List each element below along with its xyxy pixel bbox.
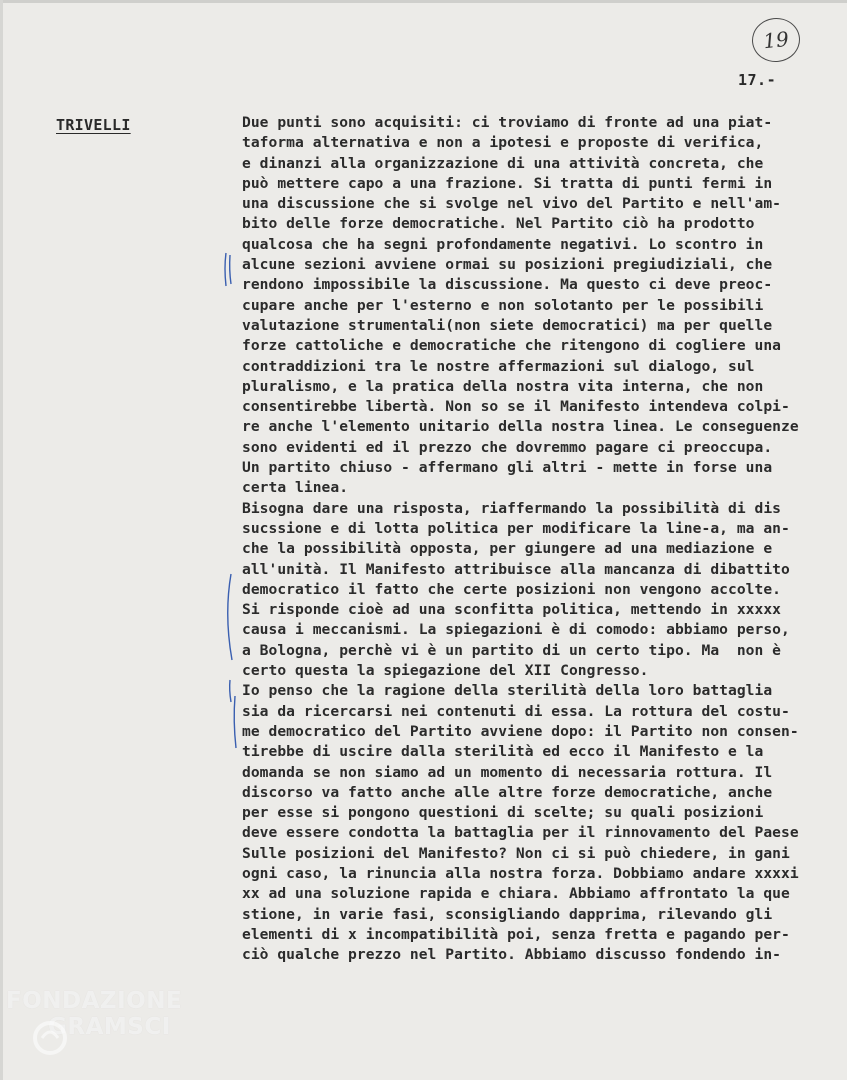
text-line: ogni caso, la rinuncia alla nostra forza. Dobbiamo andare xxxxi	[242, 864, 799, 882]
text-line: bito delle forze democratiche. Nel Partito ciò ha prodotto	[242, 215, 755, 233]
text-line: forze cattoliche e democratiche che ritengono di cogliere una	[242, 337, 782, 355]
text-line: cupare anche per l'esterno e non solotanto per le possibili	[242, 296, 764, 314]
text-line: rendono impossibile la discussione. Ma questo ci deve preoc-	[242, 276, 773, 294]
text-line: sono evidenti ed il prezzo che dovremmo pagare ci preoccupa.	[242, 438, 773, 456]
text-line: discorso va fatto anche alle altre forze democratiche, anche	[242, 783, 773, 801]
text-line: taforma alternativa e non a ipotesi e proposte di verifica,	[242, 134, 764, 152]
archive-number-stamp: 19	[750, 16, 802, 65]
text-line: all'unità. Il Manifesto attribuisce alla mancanza di dibattito	[242, 560, 790, 578]
text-line: una discussione che si svolge nel vivo del Partito e nell'am-	[242, 195, 782, 213]
text-line: pluralismo, e la pratica della nostra vita interna, che non	[242, 377, 764, 395]
text-line: consentirebbe libertà. Non so se il Manifesto intendeva colpi-	[242, 398, 790, 416]
text-line: Io penso che la ragione della sterilità della loro battaglia	[242, 682, 773, 700]
text-line: Bisogna dare una risposta, riaffermando la possibilità di dis	[242, 499, 782, 517]
scan-edge-left	[0, 0, 3, 1080]
text-line: elementi di x incompatibilità poi, senza fretta e pagando per-	[242, 925, 790, 943]
text-line: domanda se non siamo ad un momento di necessaria rottura. Il	[242, 763, 773, 781]
text-line: e dinanzi alla organizzazione di una attività concreta, che	[242, 154, 764, 172]
text-line: per esse si pongono questioni di scelte; su quali posizioni	[242, 804, 764, 822]
text-line: Due punti sono acquisiti: ci troviamo di fronte ad una piat-	[242, 114, 773, 131]
text-line: alcune sezioni avviene ormai su posizioni pregiudiziali, che	[242, 256, 773, 274]
text-line: certa linea.	[242, 479, 349, 497]
watermark-line-1: FONDAZIONE	[6, 988, 183, 1014]
text-line: ciò qualche prezzo nel Partito. Abbiamo discusso fondendo in-	[242, 946, 782, 964]
text-line: qualcosa che ha segni profondamente negativi. Lo scontro in	[242, 235, 764, 253]
text-line: Si risponde cioè ad una sconfitta politica, mettendo in xxxxx	[242, 601, 782, 619]
text-line: valutazione strumentali(non siete democratici) ma per quelle	[242, 316, 773, 334]
text-line: sia da ricercarsi nei contenuti di essa. La rottura del costu-	[242, 702, 790, 720]
speech-body	[242, 113, 842, 965]
text-line: Sulle posizioni del Manifesto? Non ci si può chiedere, in gani	[242, 844, 790, 862]
text-line: tirebbe di uscire dalla sterilità ed ecco il Manifesto e la	[242, 743, 764, 761]
text-line: deve essere condotta la battaglia per il rinnovamento del Paese	[242, 824, 799, 842]
watermark-line-2: GRAMSCI	[48, 1014, 171, 1040]
text-line: sucssione e di lotta politica per modificare la line-a, ma an-	[242, 519, 790, 537]
text-line: causa i meccanismi. La spiegazioni è di comodo: abbiamo perso,	[242, 621, 790, 639]
margin-mark-3	[226, 676, 242, 752]
text-line: a Bologna, perchè vi è un partito di un certo tipo. Ma non è	[242, 641, 782, 659]
text-line: me democratico del Partito avviene dopo: il Partito non consen-	[242, 722, 799, 740]
page-number: 17.-	[738, 71, 777, 89]
text-line: che la possibilità opposta, per giungere ad una mediazione e	[242, 540, 773, 558]
text-line: xx ad una soluzione rapida e chiara. Abbiamo affrontato la que	[242, 885, 790, 903]
speaker-name: TRIVELLI	[56, 116, 131, 134]
text-line: democratico il fatto che certe posizioni non vengono accolte.	[242, 580, 782, 598]
text-line: contraddizioni tra le nostre affermazioni sul dialogo, sul	[242, 357, 755, 375]
scan-edge-top	[0, 0, 847, 3]
text-line: stione, in varie fasi, sconsigliando dapprima, rilevando gli	[242, 905, 773, 923]
margin-mark-1	[222, 250, 238, 290]
text-line: certo questa la spiegazione del XII Congresso.	[242, 662, 649, 680]
text-line: re anche l'elemento unitario della nostra linea. Le conseguenze	[242, 418, 799, 436]
text-line: può mettere capo a una frazione. Si tratta di punti fermi in	[242, 174, 773, 192]
margin-mark-2	[222, 570, 238, 664]
text-line: Un partito chiuso - affermano gli altri - mette in forse una	[242, 459, 773, 477]
watermark-logo-icon	[30, 1018, 70, 1058]
